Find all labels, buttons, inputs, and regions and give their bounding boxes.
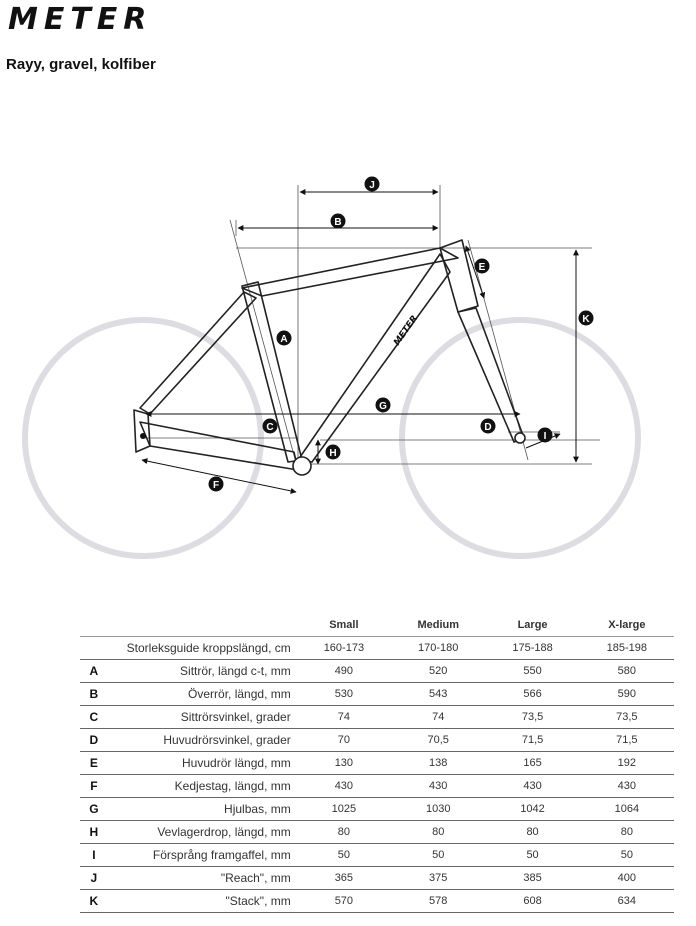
svg-text:F: F [212,480,220,491]
svg-text:K: K [582,314,590,325]
table-row: I Försprång framgaffel, mm 50 50 50 50 [80,844,674,867]
table-row: H Vevlagerdrop, längd, mm 80 80 80 80 [80,821,674,844]
svg-text:J: J [369,180,375,191]
marker-f [209,477,224,492]
svg-text:H: H [329,448,337,459]
frame-logo: METER [392,313,421,348]
seat-stay [140,292,256,414]
bottom-bracket [293,457,311,475]
table-row: G Hjulbas, mm 1025 1030 1042 1064 [80,798,674,821]
table-row: D Huvudrörsvinkel, grader 70 70,5 71,5 71,5 [80,729,674,752]
header-xlarge: X-large [608,619,646,631]
header-large: Large [517,619,548,631]
table-row: K "Stack", mm 570 578 608 634 [80,890,674,913]
svg-text:B: B [334,217,342,228]
marker-a [277,331,292,346]
svg-text:C: C [266,422,274,433]
svg-text:E: E [478,262,486,273]
seat-tube [242,282,302,462]
top-tube [242,248,458,296]
table-header-row [80,614,674,637]
header-small: Small [329,619,359,631]
geometry-table [80,614,674,913]
marker-e [475,259,490,274]
table-row-size-guide: Storleksguide kroppslängd, cm 160-173 170-180 175-188 185-198 [80,637,674,660]
table-row: J "Reach", mm 365 375 385 400 [80,867,674,890]
svg-text:A: A [280,334,288,345]
marker-b [331,214,346,229]
logo-text: METER [8,2,153,34]
marker-g [376,398,391,413]
marker-k [579,311,594,326]
table-row: F Kedjestag, längd, mm 430 430 430 430 [80,775,674,798]
marker-j [365,177,380,192]
page-subtitle: Rayy, gravel, kolfiber [6,56,156,73]
marker-i [538,428,553,443]
svg-text:I: I [543,431,547,442]
rear-dropout [134,410,150,452]
table-row: C Sittrörsvinkel, grader 74 74 73,5 73,5 [80,706,674,729]
front-axle [515,433,525,443]
table-row: A Sittrör, längd c-t, mm 490 520 550 580 [80,660,674,683]
marker-c [263,419,278,434]
header-medium: Medium [417,619,459,631]
marker-h [326,445,341,460]
svg-text:D: D [484,422,492,433]
table-row: E Huvudrör längd, mm 130 138 165 192 [80,752,674,775]
marker-d [481,419,496,434]
meter-logo [6,2,196,34]
svg-text:G: G [379,401,387,412]
table-row: B Överrör, längd, mm 530 543 566 590 [80,683,674,706]
geometry-diagram [0,170,696,570]
